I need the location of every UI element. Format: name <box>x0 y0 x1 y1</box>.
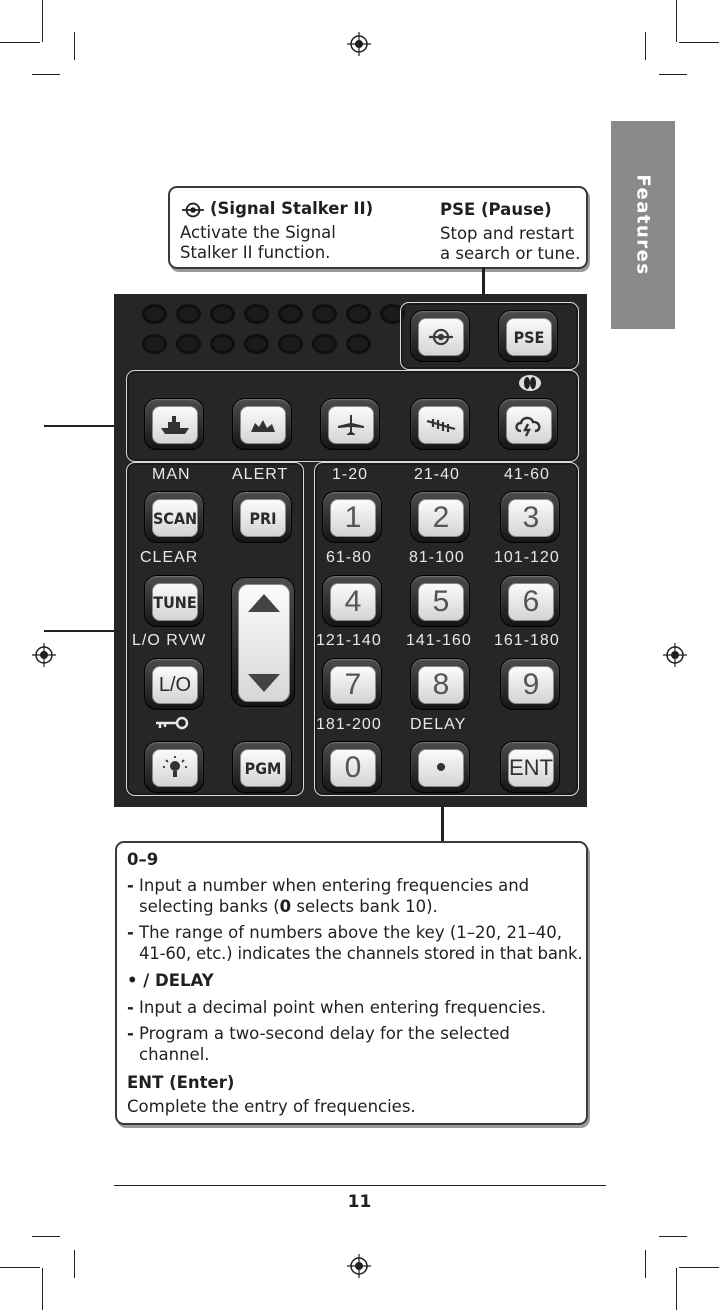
down-arrow-icon[interactable] <box>248 674 280 692</box>
bank-label: 81-100 <box>409 549 465 566</box>
digit-5-button[interactable] <box>410 575 470 627</box>
marine-button[interactable] <box>144 398 204 450</box>
speaker-hole <box>142 304 167 324</box>
digit-3-button[interactable] <box>500 491 560 543</box>
signal-stalker-icon <box>182 199 204 221</box>
speaker-hole <box>176 304 201 324</box>
speaker-hole <box>244 334 269 354</box>
pause-button-label: PSE <box>506 318 552 356</box>
enter-button[interactable] <box>500 741 560 793</box>
pgm-button-label: PGM <box>240 749 286 787</box>
speaker-hole <box>210 304 235 324</box>
crop-mark <box>659 74 687 75</box>
digit-key-label: 6 <box>508 583 554 621</box>
digits-desc-1a: Input a number when entering frequencies and <box>139 876 530 895</box>
digit-key-label: 9 <box>508 666 554 704</box>
fire-button[interactable] <box>232 398 292 450</box>
crop-mark <box>32 74 60 75</box>
crop-mark <box>42 1268 43 1310</box>
digit-6-button[interactable] <box>500 575 560 627</box>
page-number: 11 <box>347 1192 372 1212</box>
delay-desc-2a: Program a two-second delay for the selected <box>139 1024 510 1043</box>
pause-button[interactable] <box>498 310 558 362</box>
digit-key-label: 0 <box>330 749 376 787</box>
marine-icon <box>159 414 191 436</box>
digit-key-label: 4 <box>330 583 376 621</box>
speaker-hole <box>210 334 235 354</box>
ham-radio-button[interactable] <box>410 398 470 450</box>
pause-text-1: Stop and restart <box>440 224 575 243</box>
crop-mark <box>74 1250 75 1278</box>
registration-mark-icon <box>663 643 687 667</box>
digit-key-label: 5 <box>418 583 464 621</box>
scan-button-label: SCAN <box>152 499 198 537</box>
callout-bottom <box>115 841 588 1125</box>
pgm-button[interactable] <box>232 741 292 793</box>
signal-stalker-button[interactable] <box>410 310 470 362</box>
digit-key-label: 7 <box>330 666 376 704</box>
delay-desc-2b: channel. <box>139 1045 210 1064</box>
weather-icon <box>513 413 545 437</box>
signal-stalker-icon <box>428 324 454 350</box>
digit-9-button[interactable] <box>500 658 560 710</box>
lockout-button[interactable] <box>144 658 204 710</box>
tune-button[interactable] <box>144 575 204 627</box>
dash: - <box>127 923 134 942</box>
clear-label: CLEAR <box>140 549 199 566</box>
decimal-key-label: • <box>418 749 464 787</box>
registration-mark-icon <box>32 643 56 667</box>
bank-label: 41-60 <box>504 466 550 483</box>
bank-label: 21-40 <box>414 466 460 483</box>
digit-key-label: 8 <box>418 666 464 704</box>
digit-key-label: 2 <box>418 499 464 537</box>
crop-mark <box>32 1236 60 1237</box>
weather-button[interactable] <box>498 398 558 450</box>
speaker-hole <box>346 304 371 324</box>
stalker-title: (Signal Stalker II) <box>210 199 374 218</box>
enter-key-label: ENT <box>508 749 554 787</box>
fire-icon <box>248 414 278 436</box>
speaker-hole <box>346 334 371 354</box>
digit-7-button[interactable] <box>322 658 382 710</box>
bank-label: 141-160 <box>406 632 472 649</box>
speaker-hole <box>142 334 167 354</box>
aircraft-icon <box>336 413 366 437</box>
digit-key-label: 1 <box>330 499 376 537</box>
enter-heading: ENT (Enter) <box>127 1073 235 1092</box>
enter-desc: Complete the entry of frequencies. <box>127 1097 416 1116</box>
tune-button-label: TUNE <box>152 583 198 621</box>
crop-mark <box>679 42 719 43</box>
pri-button[interactable] <box>232 491 292 543</box>
speaker-hole <box>312 334 337 354</box>
bank-label: 161-180 <box>494 632 560 649</box>
alert-label: ALERT <box>232 466 289 483</box>
bank-label: 181-200 <box>316 716 382 733</box>
man-label: MAN <box>152 466 191 483</box>
up-arrow-icon[interactable] <box>248 594 280 612</box>
delay-heading: • / DELAY <box>127 971 214 990</box>
backlight-button[interactable] <box>144 741 204 793</box>
section-tab <box>611 121 675 329</box>
speaker-hole <box>176 334 201 354</box>
digit-key-label: 3 <box>508 499 554 537</box>
delay-desc-1: Input a decimal point when entering frequencies. <box>139 998 547 1017</box>
digits-desc-2b: 41-60, etc.) indicates the channels stored in that bank. <box>139 944 583 963</box>
crop-mark <box>659 1236 687 1237</box>
dash: - <box>127 1024 134 1043</box>
crop-mark <box>676 0 677 42</box>
digit-4-button[interactable] <box>322 575 382 627</box>
backlight-icon <box>162 755 188 781</box>
bank-label: 121-140 <box>316 632 382 649</box>
crop-mark <box>74 32 75 60</box>
footer-rule <box>114 1185 606 1186</box>
crop-mark <box>0 1267 40 1268</box>
dash: - <box>127 998 134 1017</box>
stalker-text-1: Activate the Signal <box>180 223 336 242</box>
digit-0-button[interactable] <box>322 741 382 793</box>
decimal-delay-button[interactable] <box>410 741 470 793</box>
lockout-button-label: L/O <box>152 666 198 704</box>
lo-rvw-label: L/O RVW <box>132 632 207 649</box>
crop-mark <box>679 1267 719 1268</box>
aircraft-button[interactable] <box>320 398 380 450</box>
crop-mark <box>0 42 40 43</box>
digit-8-button[interactable] <box>410 658 470 710</box>
bank-label: 61-80 <box>326 549 372 566</box>
digits-desc-2a: The range of numbers above the key (1–20, 21–40, <box>139 923 562 942</box>
scanner-keypad-photo <box>114 294 587 807</box>
digits-heading: 0–9 <box>127 850 159 869</box>
dash: - <box>127 876 134 895</box>
crop-mark <box>676 1268 677 1310</box>
digits-desc-1b: selecting banks (0 selects bank 10). <box>139 897 438 916</box>
speaker-hole <box>278 304 303 324</box>
section-tab-label: Features <box>632 174 654 276</box>
bank-label: 1-20 <box>332 466 369 483</box>
pause-title: PSE (Pause) <box>440 200 552 219</box>
delay-label: DELAY <box>410 716 467 733</box>
key-lock-icon <box>154 716 190 730</box>
scroll-rocker[interactable] <box>231 577 295 707</box>
crop-mark <box>42 0 43 42</box>
speaker-hole <box>278 334 303 354</box>
scan-button[interactable] <box>144 491 204 543</box>
dual-watch-icon <box>518 374 542 392</box>
digit-2-button[interactable] <box>410 491 470 543</box>
bank-label: 101-120 <box>494 549 560 566</box>
crop-mark <box>645 1250 646 1278</box>
crop-mark <box>645 32 646 60</box>
ham-radio-icon <box>425 415 457 435</box>
pri-button-label: PRI <box>240 499 286 537</box>
registration-mark-icon <box>347 32 371 56</box>
registration-mark-icon <box>347 1254 371 1278</box>
digit-1-button[interactable] <box>322 491 382 543</box>
speaker-hole <box>244 304 269 324</box>
pause-text-2: a search or tune. <box>440 244 581 263</box>
stalker-text-2: Stalker II function. <box>180 243 331 262</box>
speaker-hole <box>312 304 337 324</box>
callout-top <box>168 186 588 269</box>
